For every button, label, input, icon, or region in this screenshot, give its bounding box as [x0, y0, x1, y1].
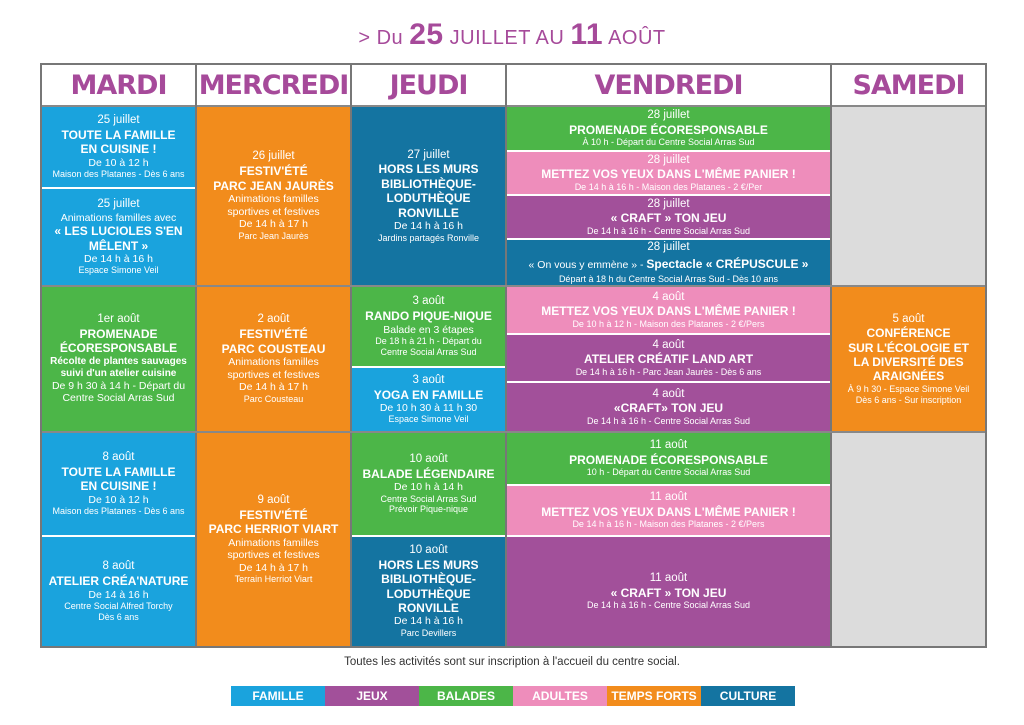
event-card-mardi-3[interactable]: 1er août PROMENADE ÉCORESPONSABLE Récolte de plantes sauvages suivi d'un atelier cuisine De 9 h 30 à 14 h - Départ du Centre Social Arras Sud: [42, 287, 195, 431]
event-card-jeudi-2[interactable]: 3 août RANDO PIQUE-NIQUE Balade en 3 étapes De 18 h à 21 h - Départ du Centre Social Arras Sud: [352, 287, 505, 366]
legend-jeux: JEUX: [325, 686, 419, 706]
empty-slot: [832, 433, 985, 646]
column-divider: [830, 65, 832, 646]
legend-culture: CULTURE: [701, 686, 795, 706]
event-card-mardi-1[interactable]: 25 juillet TOUTE LA FAMILLE EN CUISINE ! De 10 à 12 h Maison des Platanes - Dès 6 ans: [42, 107, 195, 187]
event-card-vendredi-5[interactable]: 4 août METTEZ VOS YEUX DANS L'MÊME PANIER ! De 10 h à 12 h - Maison des Platanes - 2 €/Pers: [507, 287, 830, 333]
day-header-jeudi: JEUDI: [389, 69, 468, 101]
event-card-mercredi-3[interactable]: 9 août FESTIV'ÉTÉ PARC HERRIOT VIART Animations familles sportives et festives De 14 h à 17 h Terrain Herriot Viart: [197, 433, 350, 646]
week-divider: [42, 431, 985, 433]
event-card-mercredi-2[interactable]: 2 août FESTIV'ÉTÉ PARC COUSTEAU Animations familles sportives et festives De 14 h à 17 h Parc Cousteau: [197, 287, 350, 431]
event-card-jeudi-5[interactable]: 10 août HORS LES MURS BIBLIOTHÈQUE- LODUTHÈQUE RONVILLE De 14 h à 16 h Parc Devillers: [352, 537, 505, 646]
event-card-mardi-2[interactable]: 25 juillet Animations familles avec « LES LUCIOLES S'EN MÊLENT » De 14 h à 16 h Espace Simone Veil: [42, 189, 195, 285]
legend-temps-forts: TEMPS FORTS: [607, 686, 701, 706]
event-card-mardi-5[interactable]: 8 août ATELIER CRÉA'NATURE De 14 à 16 h Centre Social Alfred Torchy Dès 6 ans: [42, 537, 195, 646]
event-card-mardi-4[interactable]: 8 août TOUTE LA FAMILLE EN CUISINE ! De 10 à 12 h Maison des Platanes - Dès 6 ans: [42, 433, 195, 535]
date-range-title: > Du 25 JUILLET AU 11 AOÛT: [358, 18, 666, 51]
event-card-jeudi-4[interactable]: 10 août BALADE LÉGENDAIRE De 10 h à 14 h Centre Social Arras Sud Prévoir Pique-nique: [352, 433, 505, 535]
day-header-vendredi: VENDREDI: [594, 69, 743, 101]
legend-balades: BALADES: [419, 686, 513, 706]
event-card-vendredi-4[interactable]: 28 juillet « On vous y emmène » - Spectacle « CRÉPUSCULE » Départ à 18 h du Centre Social Arras Sud - Dès 10 ans: [507, 240, 830, 285]
column-divider: [505, 65, 507, 646]
registration-note: Toutes les activités sont sur inscription à l'accueil du centre social.: [344, 656, 680, 668]
event-card-vendredi-2[interactable]: 28 juillet METTEZ VOS YEUX DANS L'MÊME PANIER ! De 14 h à 16 h - Maison des Platanes - 2 €/Per: [507, 152, 830, 194]
column-divider: [350, 65, 352, 646]
event-card-mercredi-1[interactable]: 26 juillet FESTIV'ÉTÉ PARC JEAN JAURÈS Animations familles sportives et festives De 14 h à 17 h Parc Jean Jaurès: [197, 107, 350, 285]
day-header-samedi: SAMEDI: [852, 69, 965, 101]
event-card-jeudi-1[interactable]: 27 juillet HORS LES MURS BIBLIOTHÈQUE- LODUTHÈQUE RONVILLE De 14 h à 16 h Jardins partagés Ronville: [352, 107, 505, 285]
day-header-mercredi: MERCREDI: [198, 69, 349, 101]
event-card-samedi-1[interactable]: 5 août CONFÉRENCE SUR L'ÉCOLOGIE ET LA DIVERSITÉ DES ARAIGNÉES À 9 h 30 - Espace Simone Veil Dès 6 ans - Sur inscription: [832, 287, 985, 431]
schedule-grid: [40, 63, 987, 648]
week-divider: [42, 285, 985, 287]
legend-famille: FAMILLE: [231, 686, 325, 706]
legend-adultes: ADULTES: [513, 686, 607, 706]
event-card-vendredi-1[interactable]: 28 juillet PROMENADE ÉCORESPONSABLE À 10 h - Départ du Centre Social Arras Sud: [507, 107, 830, 150]
event-card-vendredi-10[interactable]: 11 août « CRAFT » TON JEU De 14 h à 16 h - Centre Social Arras Sud: [507, 537, 830, 646]
event-card-vendredi-8[interactable]: 11 août PROMENADE ÉCORESPONSABLE 10 h - Départ du Centre Social Arras Sud: [507, 433, 830, 484]
empty-slot: [832, 107, 985, 285]
day-header-mardi: MARDI: [70, 69, 167, 101]
event-card-vendredi-7[interactable]: 4 août «CRAFT» TON JEU De 14 h à 16 h - Centre Social Arras Sud: [507, 383, 830, 431]
column-divider: [195, 65, 197, 646]
category-legend: [231, 686, 795, 706]
event-card-vendredi-6[interactable]: 4 août ATELIER CRÉATIF LAND ART De 14 h à 16 h - Parc Jean Jaurès - Dès 6 ans: [507, 335, 830, 381]
event-card-jeudi-3[interactable]: 3 août YOGA EN FAMILLE De 10 h 30 à 11 h 30 Espace Simone Veil: [352, 368, 505, 431]
event-card-vendredi-3[interactable]: 28 juillet « CRAFT » TON JEU De 14 h à 16 h - Centre Social Arras Sud: [507, 196, 830, 238]
event-card-vendredi-9[interactable]: 11 août METTEZ VOS YEUX DANS L'MÊME PANIER ! De 14 h à 16 h - Maison des Platanes - 2 €/Pers: [507, 486, 830, 535]
